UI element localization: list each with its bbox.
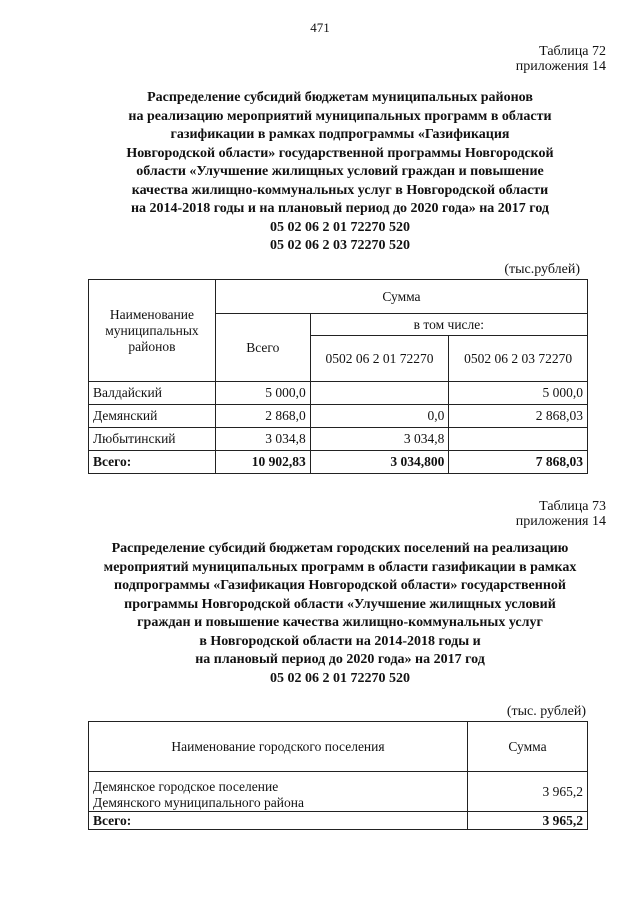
total-label: Всего: [89, 451, 216, 474]
row-name-line1: Демянское городское поселение [93, 779, 279, 794]
table72-ref-line2: приложения 14 [515, 59, 606, 74]
row-total: 5 000,0 [215, 382, 310, 405]
header-text: муниципальных [105, 322, 199, 338]
table72-title-line: на 2014-2018 годы и на плановый период до 2020 года» на 2017 год [130, 201, 549, 216]
total-row [89, 812, 588, 830]
header-code2: 0502 06 2 03 72270 [449, 336, 588, 382]
row-code2 [449, 428, 588, 451]
table72-title [60, 89, 620, 256]
table73-ref-line1: Таблица 73 [539, 499, 606, 514]
row-code1: 3 034,8 [310, 428, 449, 451]
table72-title-line: Новгородской области» государственной программы Новгородской [126, 145, 554, 161]
table72-title-line: 05 02 06 2 03 72270 520 [270, 238, 410, 253]
row-code1 [310, 382, 449, 405]
table73 [88, 721, 588, 830]
table72-title-line: газификации в рамках подпрограммы «Газификация [170, 127, 510, 142]
header-text: районов [128, 338, 176, 354]
table73-title-line: 05 02 06 2 01 72270 520 [270, 670, 410, 686]
table72-ref-line1: Таблица 72 [539, 44, 606, 59]
row-code2: 2 868,03 [449, 405, 588, 428]
header-district-name [89, 280, 216, 382]
row-code2: 5 000,0 [449, 382, 588, 405]
row-name: Демянский [89, 405, 216, 428]
row-total: 3 034,8 [215, 428, 310, 451]
table73-title-line: мероприятий муниципальных программ в области газификации в рамках [103, 559, 577, 575]
table72-title-line: Распределение субсидий бюджетам муниципальных районов [147, 90, 533, 105]
table73-ref-line2: приложения 14 [515, 514, 606, 529]
table73-title-line: Распределение субсидий бюджетам городских поселений на реализацию [111, 541, 569, 556]
table73-reference [516, 499, 606, 529]
table-row [89, 405, 588, 428]
table-row [89, 772, 588, 812]
table73-title-line: подпрограммы «Газификация Новгородской области» государственной [114, 578, 566, 593]
row-name [89, 772, 468, 812]
header-text: Наименование [109, 306, 194, 322]
table73-units: (тыс. рублей) [506, 704, 586, 719]
header-code1: 0502 06 2 01 72270 [310, 336, 449, 382]
table73-title-line: программы Новгородской области «Улучшение жилищных условий [124, 596, 556, 612]
row-code1: 0,0 [310, 405, 449, 428]
total-sum: 3 965,2 [468, 812, 588, 830]
header-including: в том числе: [310, 314, 587, 336]
table72 [88, 279, 588, 474]
table72-title-line: области «Улучшение жилищных условий граждан и повышение [136, 164, 544, 179]
table72-reference [516, 44, 606, 74]
header-settlement-name: Наименование городского поселения [89, 722, 468, 772]
table72-title-line: качества жилищно-коммунальных услуг в Новгородской области [131, 182, 549, 198]
table-row [89, 428, 588, 451]
table-row [89, 382, 588, 405]
page-number: 471 [310, 20, 330, 35]
table73-title-line: граждан и повышение качества жилищно-коммунальных услуг [137, 615, 543, 630]
table73-title [44, 540, 636, 688]
total-code2: 7 868,03 [449, 451, 588, 474]
total-label: Всего: [89, 812, 468, 830]
table73-title-line: в Новгородской области на 2014-2018 годы и [199, 633, 481, 649]
row-sum: 3 965,2 [468, 772, 588, 812]
row-name: Любытинский [89, 428, 216, 451]
table72-title-line: 05 02 06 2 01 72270 520 [270, 219, 410, 235]
total-code1: 3 034,800 [310, 451, 449, 474]
header-sum: Сумма [468, 722, 588, 772]
total-row [89, 451, 588, 474]
row-total: 2 868,0 [215, 405, 310, 428]
header-sum: Сумма [215, 280, 587, 314]
row-name: Валдайский [89, 382, 216, 405]
table72-units: (тыс.рублей) [504, 262, 580, 277]
total-sum: 10 902,83 [215, 451, 310, 474]
table73-title-line: на плановый период до 2020 года» на 2017 год [195, 652, 485, 667]
row-name-line2: Демянского муниципального района [93, 795, 304, 810]
header-total: Всего [215, 314, 310, 382]
table72-title-line: на реализацию мероприятий муниципальных программ в области [128, 108, 552, 124]
